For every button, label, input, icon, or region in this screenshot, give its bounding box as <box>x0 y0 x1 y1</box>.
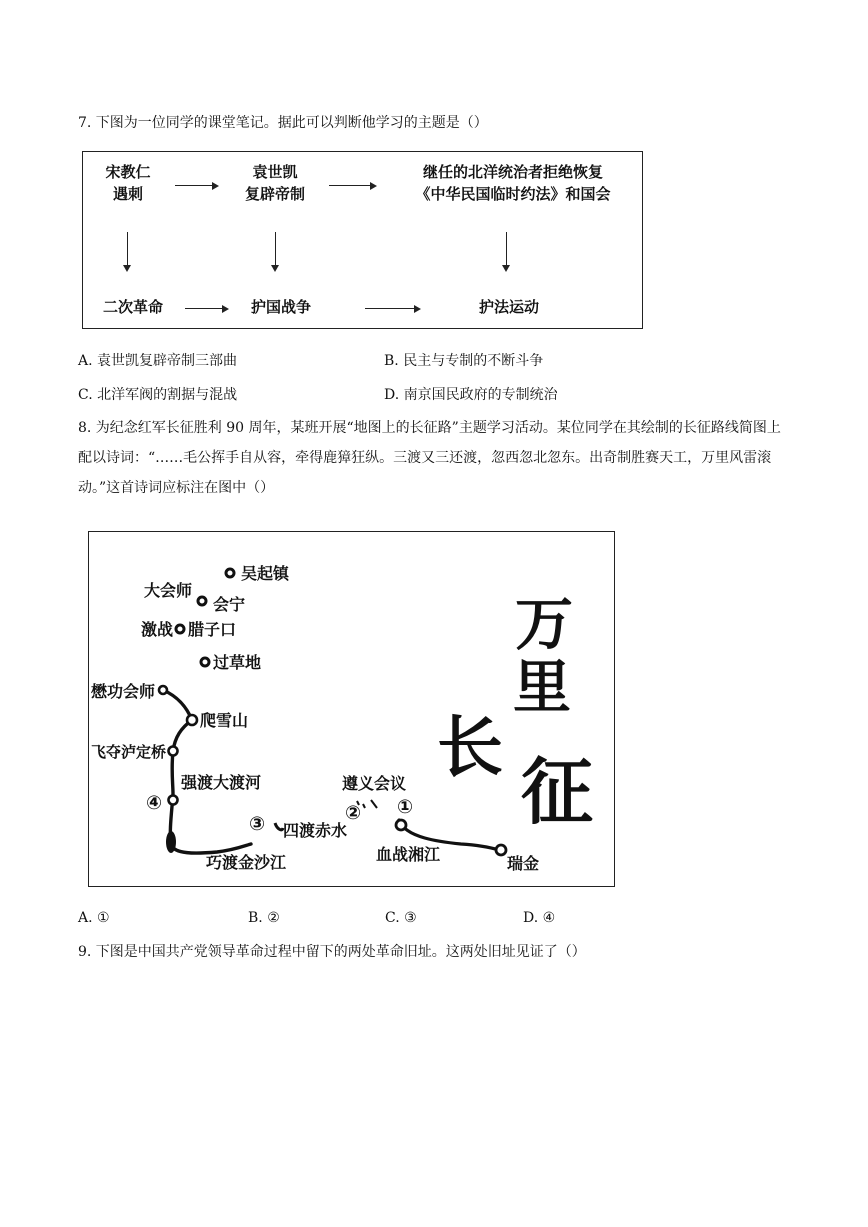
question-7-stem: 7. 下图为一位同学的课堂笔记。据此可以判断他学习的主题是（） <box>78 115 488 131</box>
question-8-stem: 8. 为纪念红军长征胜利 90 周年，某班开展“地图上的长征路”主题学习活动。某位同学在其绘制的长征路线简图上配以诗词：“……毛公挥手自从容，牵得鹿獐狂纵。三渡又三还渡，忽西忽北忽东。出奇制胜赛天工，万里风雷滚动。”这首诗词应标注在图中（） <box>78 420 781 496</box>
place-jinsha: 巧渡金沙江 <box>206 853 287 872</box>
arrow-right-icon <box>175 185 217 186</box>
arrow-right-icon <box>185 308 227 309</box>
marker-1: ① <box>397 796 414 818</box>
marker-4: ④ <box>146 792 163 814</box>
long-march-route-map <box>88 531 615 887</box>
node-second-revolution: 二次革命 <box>102 298 163 316</box>
option-a: A. ① <box>78 910 110 926</box>
arrow-right-icon <box>329 185 375 186</box>
place-maogong: 懋功会师 <box>91 682 156 701</box>
place-jizhan: 激战 <box>141 620 174 639</box>
marker-3: ③ <box>249 813 266 835</box>
option-d: D. ④ <box>523 910 556 926</box>
option-b: B. 民主与专制的不断斗争 <box>384 353 544 369</box>
option-d: D. 南京国民政府的专制统治 <box>384 387 558 403</box>
node-yuan-shikai <box>235 161 315 205</box>
node-line: 宋教仁 <box>105 163 151 181</box>
node-line: 继任的北洋统治者拒绝恢复 <box>422 163 603 181</box>
place-wuqizhen: 吴起镇 <box>241 564 290 583</box>
place-chishui: 四渡赤水 <box>283 821 348 840</box>
node-national-protection-war: 护国战争 <box>250 298 311 316</box>
calligraphy-chang: 长 <box>437 708 503 786</box>
option-a: A. 袁世凯复辟帝制三部曲 <box>78 353 238 369</box>
calligraphy-zheng: 征 <box>521 749 594 834</box>
option-c: C. 北洋军阀的割据与混战 <box>78 387 238 403</box>
question-9-stem: 9. 下图是中国共产党领导革命过程中留下的两处革命旧址。这两处旧址见证了（） <box>78 944 586 960</box>
place-paxueshan: 爬雪山 <box>200 711 249 730</box>
calligraphy-li: 里 <box>513 653 572 721</box>
node-song-jiaoren <box>97 161 159 205</box>
node-line: 袁世凯 <box>252 163 298 181</box>
arrow-down-icon <box>275 232 276 270</box>
place-xiangjiang: 血战湘江 <box>376 845 441 864</box>
place-guocaodi: 过草地 <box>213 653 262 672</box>
place-dadu: 强渡大渡河 <box>181 773 262 792</box>
node-beiyang-refuse <box>391 161 635 205</box>
place-dahuishi: 大会师 <box>144 581 193 600</box>
node-line: 《中华民国临时约法》和国会 <box>415 185 611 203</box>
place-huining: 会宁 <box>213 595 246 614</box>
calligraphy-wan: 万 <box>515 590 574 658</box>
node-constitution-protection: 护法运动 <box>478 298 539 316</box>
node-line: 遇刺 <box>112 185 143 203</box>
place-zunyi: 遵义会议 <box>342 774 407 793</box>
arrow-right-icon <box>365 308 419 309</box>
arrow-down-icon <box>127 232 128 270</box>
node-line: 复辟帝制 <box>244 185 305 203</box>
option-c: C. ③ <box>385 910 417 926</box>
arrow-down-icon <box>506 232 507 270</box>
marker-2: ② <box>345 802 362 824</box>
option-b: B. ② <box>248 910 280 926</box>
place-luding: 飞夺泸定桥 <box>91 743 167 761</box>
place-lazikou: 腊子口 <box>188 620 237 639</box>
place-ruijin: 瑞金 <box>507 854 540 873</box>
class-notes-diagram <box>82 151 643 329</box>
